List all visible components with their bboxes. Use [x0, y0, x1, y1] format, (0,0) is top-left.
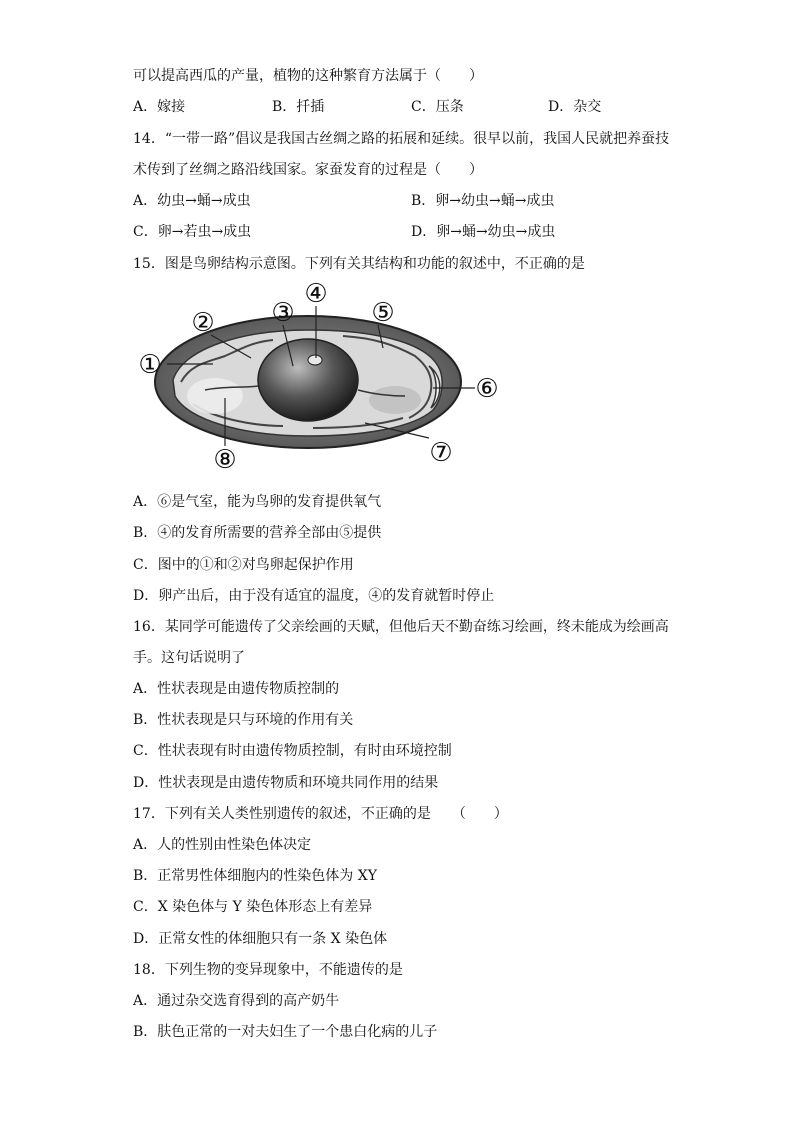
label-6: [474, 374, 500, 404]
q16-option-b: B．性状表现是只与环境的作用有关: [133, 712, 354, 728]
svg-text:⑧: ⑧: [213, 445, 237, 474]
svg-text:④: ④: [304, 279, 328, 309]
yolk: [258, 339, 358, 421]
svg-text:②: ②: [191, 308, 215, 338]
label-4: [303, 279, 329, 309]
label-5: [370, 298, 396, 328]
q16-stem-line1: 16．某同学可能遗传了父亲绘画的天赋，但他后天不勤奋练习绘画，终未能成为绘画高: [133, 619, 669, 635]
q14-option-a: A．幼虫→蛹→成虫: [133, 193, 251, 209]
q15-stem: 15．图是鸟卵结构示意图。下列有关其结构和功能的叙述中，不正确的是: [133, 256, 585, 272]
q16-stem-line2: 手。这句话说明了: [133, 650, 245, 666]
q14-stem-line2: 术传到了丝绸之路沿线国家。家蚕发育的过程是（ ）: [133, 162, 483, 178]
q16-option-a: A．性状表现是由遗传物质控制的: [133, 681, 340, 697]
svg-text:⑥: ⑥: [475, 374, 499, 404]
q15-option-d: D．卵产出后，由于没有适宜的温度，④的发育就暂时停止: [133, 588, 495, 604]
q17-option-a: A．人的性别由性染色体决定: [133, 837, 312, 853]
q18-stem: 18．下列生物的变异现象中，不能遗传的是: [133, 962, 403, 978]
q14-stem-line1: 14．“一带一路”倡议是我国古丝绸之路的拓展和延续。很早以前，我国人民就把养蚕技: [133, 131, 670, 147]
q18-option-b: B．肤色正常的一对夫妇生了一个患白化病的儿子: [133, 1024, 438, 1040]
svg-text:③: ③: [271, 298, 295, 328]
label-3: [270, 298, 296, 328]
q14-option-c: C．卵→若虫→成虫: [133, 224, 252, 240]
svg-text:①: ①: [138, 350, 162, 380]
label-7: [428, 438, 454, 468]
q13-option-c: C．压条: [411, 99, 464, 115]
label-8: [212, 445, 238, 474]
q13-option-d: D．杂交: [548, 99, 602, 115]
q18-option-a: A．通过杂交选育得到的高产奶牛: [133, 993, 340, 1009]
germinal-disc: [308, 355, 322, 365]
q16-option-d: D．性状表现是由遗传物质和环境共同作用的结果: [133, 775, 439, 791]
q13-option-a: A．嫁接: [133, 99, 186, 115]
q15-option-b: B．④的发育所需要的营养全部由⑤提供: [133, 525, 382, 541]
q14-option-b: B．卵→幼虫→蛹→成虫: [411, 193, 555, 209]
q17-option-d: D．正常女性的体细胞只有一条 X 染色体: [133, 931, 388, 947]
q15-option-c: C．图中的①和②对鸟卵起保护作用: [133, 557, 354, 573]
svg-text:⑦: ⑦: [429, 438, 453, 468]
q14-option-d: D．卵→蛹→幼虫→成虫: [411, 224, 556, 240]
bird-egg-diagram: [133, 278, 513, 474]
q15-option-a: A．⑥是气室，能为鸟卵的发育提供氧气: [133, 494, 382, 510]
q13-stem: 可以提高西瓜的产量，植物的这种繁育方法属于（ ）: [133, 68, 483, 84]
q16-option-c: C．性状表现有时由遗传物质控制，有时由环境控制: [133, 743, 452, 759]
q17-option-b: B．正常男性体细胞内的性染色体为 XY: [133, 868, 377, 884]
label-1: [137, 350, 163, 380]
svg-text:⑤: ⑤: [371, 298, 395, 328]
q13-option-b: B．扦插: [272, 99, 325, 115]
q17-option-c: C．X 染色体与 Y 染色体形态上有差异: [133, 899, 373, 915]
label-2: [190, 308, 216, 338]
q17-stem: 17．下列有关人类性别遗传的叙述，不正确的是 （ ）: [133, 806, 508, 822]
